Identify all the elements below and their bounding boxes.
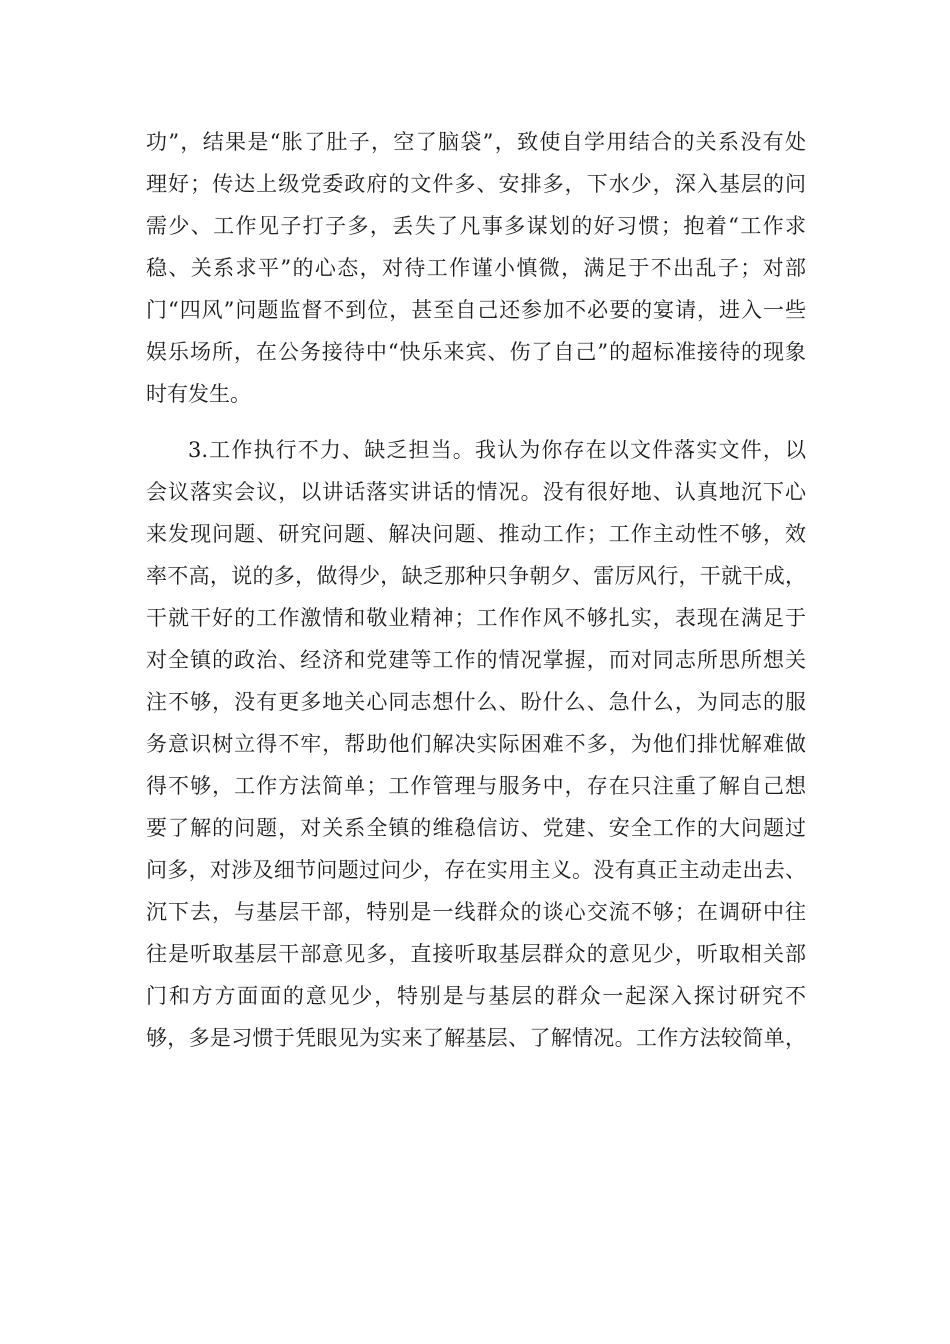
- paragraph-2-line-5: 干就干好的工作激情和敬业精神；工作作风不够扎实，表现在满足于: [146, 606, 806, 630]
- paragraph-2-line-10: 要了解的问题，对关系全镇的维稳信访、党建、安全工作的大问题过: [146, 816, 806, 840]
- paragraph-1-line-5: 门“四风”问题监督不到位，甚至自己还参加不必要的宴请，进入一些: [146, 298, 806, 322]
- paragraph-1-line-2: 理好；传达上级党委政府的文件多、安排多，下水少，深入基层的问: [146, 172, 806, 196]
- paragraph-2-line-1: 3.工作执行不力、缺乏担当。我认为你存在以文件落实文件，以: [188, 438, 806, 462]
- paragraph-1-line-4: 稳、关系求平”的心态，对待工作谨小慎微，满足于不出乱子；对部: [146, 256, 806, 280]
- paragraph-2-line-8: 务意识树立得不牢，帮助他们解决实际困难不多，为他们排忧解难做: [146, 732, 806, 756]
- paragraph-1-line-1: 功”，结果是“胀了肚子，空了脑袋”，致使自学用结合的关系没有处: [146, 130, 806, 154]
- paragraph-2-line-4: 率不高，说的多，做得少，缺乏那种只争朝夕、雷厉风行，干就干成，: [146, 564, 806, 588]
- paragraph-2-line-7: 注不够，没有更多地关心同志想什么、盼什么、急什么，为同志的服: [146, 690, 806, 714]
- paragraph-2-line-12: 沉下去，与基层干部，特别是一线群众的谈心交流不够；在调研中往: [146, 900, 806, 924]
- paragraph-1-line-6: 娱乐场所，在公务接待中“快乐来宾、伤了自己”的超标准接待的现象: [146, 340, 806, 364]
- paragraph-1-line-3: 需少、工作见子打子多，丢失了凡事多谋划的好习惯；抱着“工作求: [146, 214, 806, 238]
- paragraph-2-line-2: 会议落实会议，以讲话落实讲话的情况。没有很好地、认真地沉下心: [146, 480, 806, 504]
- paragraph-2-line-15: 够，多是习惯于凭眼见为实来了解基层、了解情况。工作方法较简单，: [146, 1026, 806, 1050]
- paragraph-1-line-7: 时有发生。: [146, 382, 251, 406]
- paragraph-2-line-9: 得不够，工作方法简单；工作管理与服务中，存在只注重了解自己想: [146, 774, 806, 798]
- paragraph-2-line-3: 来发现问题、研究问题、解决问题、推动工作；工作主动性不够，效: [146, 522, 806, 546]
- paragraph-2-line-6: 对全镇的政治、经济和党建等工作的情况掌握，而对同志所思所想关: [146, 648, 806, 672]
- paragraph-2-line-11: 问多，对涉及细节问题过问少，存在实用主义。没有真正主动走出去、: [146, 858, 806, 882]
- paragraph-2-line-14: 门和方方面面的意见少，特别是与基层的群众一起深入探讨研究不: [146, 984, 806, 1008]
- paragraph-2-line-13: 往是听取基层干部意见多，直接听取基层群众的意见少，听取相关部: [146, 942, 806, 966]
